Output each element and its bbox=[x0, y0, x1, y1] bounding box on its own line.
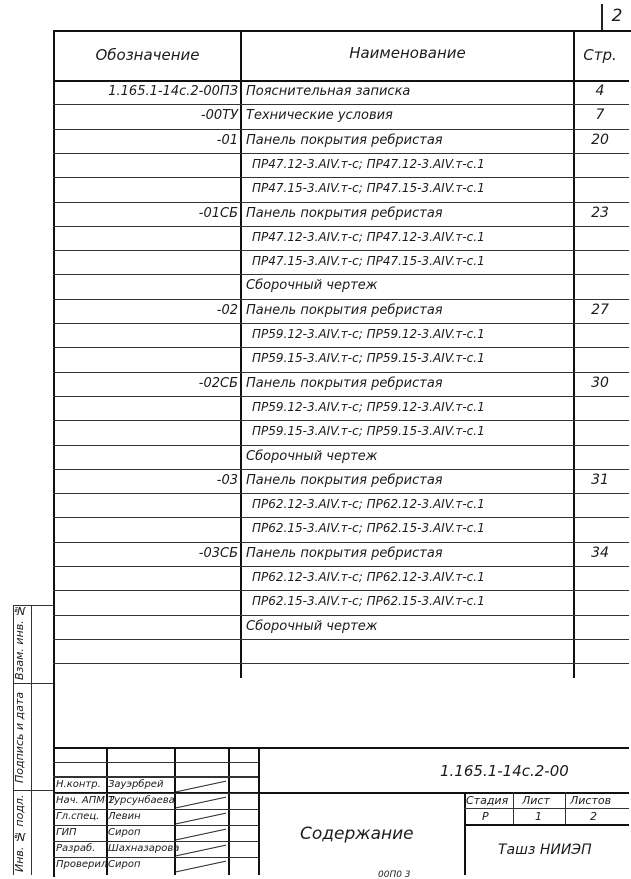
row-page: 27 bbox=[591, 301, 609, 318]
row-designation: -02СБ bbox=[198, 375, 238, 391]
titleblock-top bbox=[53, 747, 629, 749]
titleblock-empty-line bbox=[53, 762, 258, 763]
row-divider bbox=[53, 104, 629, 105]
row-divider bbox=[53, 323, 629, 324]
row-name: Сборочный чертеж bbox=[246, 278, 378, 294]
row-divider bbox=[53, 274, 629, 275]
titleblock-person: Зауэрбрей bbox=[108, 779, 164, 790]
stage-header: Стадия bbox=[466, 794, 509, 807]
side-label-inv: Инв. № подл. bbox=[13, 794, 26, 872]
titleblock-row-line bbox=[53, 809, 258, 810]
row-page: 30 bbox=[591, 374, 609, 391]
header-page: Стр. bbox=[583, 46, 617, 64]
row-designation: 1.165.1-14с.2-00ПЗ bbox=[108, 84, 238, 99]
row-designation: -03 bbox=[216, 472, 238, 488]
titleblock-row-line bbox=[53, 841, 258, 842]
side-strip-div-1 bbox=[13, 683, 53, 684]
row-divider bbox=[53, 663, 629, 664]
row-name: ПР62.12-3.AIV.т-с; ПР62.12-3.AIV.т-с.1 bbox=[252, 570, 485, 584]
row-divider bbox=[53, 177, 629, 178]
row-designation: -03СБ bbox=[198, 545, 238, 561]
sheets-header: Листов bbox=[570, 794, 612, 807]
col-divider-1 bbox=[240, 30, 242, 678]
row-divider bbox=[53, 372, 629, 373]
titleblock-empty-line bbox=[53, 776, 258, 777]
row-name: ПР62.12-3.AIV.т-с; ПР62.12-3.AIV.т-с.1 bbox=[252, 497, 485, 512]
row-divider bbox=[53, 615, 629, 616]
tb-col-c bbox=[228, 747, 230, 875]
titleblock-role: Гл.спец. bbox=[56, 811, 100, 822]
header-underline bbox=[53, 80, 629, 82]
sheet-value: 1 bbox=[535, 810, 542, 823]
row-divider bbox=[53, 129, 629, 130]
row-divider bbox=[53, 469, 629, 470]
row-divider bbox=[53, 202, 629, 203]
row-divider bbox=[53, 226, 629, 227]
drawing-code: 1.165.1-14с.2-00 bbox=[440, 762, 569, 780]
signature bbox=[176, 811, 226, 823]
row-name: Панель покрытия ребристая bbox=[246, 472, 443, 488]
row-name: ПР62.15-3.AIV.т-с; ПР62.15-3.AIV.т-с.1 bbox=[252, 594, 485, 609]
side-label-podp: Подпись и дата bbox=[13, 691, 26, 783]
row-divider bbox=[53, 420, 629, 421]
row-designation: -01 bbox=[216, 132, 238, 148]
row-designation: -00ТУ bbox=[200, 108, 238, 124]
titleblock-person: Сироп bbox=[108, 827, 141, 838]
row-name: ПР59.12-3.AIV.т-с; ПР59.12-3.AIV.т-с.1 bbox=[252, 399, 485, 414]
tb-stage-line bbox=[464, 808, 629, 809]
titleblock-row-line bbox=[53, 793, 258, 794]
row-divider bbox=[53, 517, 629, 518]
row-name: ПР59.15-3.AIV.т-с; ПР59.15-3.AIV.т-с.1 bbox=[252, 424, 485, 439]
row-divider bbox=[53, 493, 629, 494]
bottom-mark: 00П0 3 bbox=[378, 870, 411, 879]
row-divider bbox=[53, 639, 629, 640]
header-designation: Обозначение bbox=[95, 46, 200, 64]
row-page: 20 bbox=[591, 131, 609, 148]
row-name: ПР59.15-3.AIV.т-с; ПР59.15-3.AIV.т-с.1 bbox=[252, 351, 485, 366]
row-divider bbox=[53, 396, 629, 397]
side-strip-div-2 bbox=[13, 790, 53, 791]
row-designation: -01СБ bbox=[198, 205, 238, 221]
row-divider bbox=[53, 566, 629, 567]
row-name: Панель покрытия ребристая bbox=[246, 375, 443, 391]
row-name: ПР47.15-3.AIV.т-с; ПР47.15-3.AIV.т-с.1 bbox=[252, 254, 485, 269]
row-name: Сборочный чертеж bbox=[246, 618, 378, 634]
row-divider bbox=[53, 445, 629, 446]
row-name: Панель покрытия ребристая bbox=[246, 132, 443, 148]
titleblock-person: Левин bbox=[108, 811, 141, 822]
doc-title: Содержание bbox=[300, 824, 414, 844]
row-page: 4 bbox=[595, 83, 605, 99]
titleblock-person: Сироп bbox=[108, 859, 141, 870]
titleblock-row-line bbox=[53, 825, 258, 826]
row-name: Пояснительная записка bbox=[246, 84, 411, 99]
tb-stage-bottom bbox=[464, 824, 629, 826]
row-page: 34 bbox=[591, 544, 609, 561]
signature bbox=[176, 795, 226, 807]
titleblock-row-line bbox=[53, 857, 258, 858]
titleblock-row-line bbox=[53, 777, 258, 778]
row-page: 23 bbox=[591, 204, 609, 221]
row-name: Технические условия bbox=[246, 108, 393, 124]
organization: Ташз НИИЭП bbox=[498, 842, 592, 858]
sheets-value: 2 bbox=[590, 810, 597, 823]
row-divider bbox=[53, 542, 629, 543]
side-strip-line-2 bbox=[31, 605, 32, 875]
header-name: Наименование bbox=[349, 44, 466, 62]
row-divider bbox=[53, 250, 629, 251]
row-name: Сборочный чертеж bbox=[246, 448, 378, 464]
titleblock-person: Шахназарова bbox=[108, 843, 180, 854]
titleblock-role: Нач. АПМ-2 bbox=[56, 795, 115, 806]
sheet-number-box: 2 bbox=[601, 4, 631, 32]
titleblock-person: Турсунбаева bbox=[108, 795, 175, 806]
row-name: ПР47.12-3.AIV.т-с; ПР47.12-3.AIV.т-с.1 bbox=[252, 229, 485, 244]
titleblock-role: Разраб. bbox=[56, 843, 96, 854]
stage-value: Р bbox=[482, 810, 489, 823]
tb-col-d bbox=[258, 747, 260, 875]
row-name: Панель покрытия ребристая bbox=[246, 205, 443, 221]
row-name: Панель покрытия ребристая bbox=[246, 302, 443, 318]
signature bbox=[176, 859, 226, 871]
row-divider bbox=[53, 153, 629, 154]
titleblock-role: ГИП bbox=[56, 827, 77, 838]
row-name: ПР47.12-3.AIV.т-с; ПР47.12-3.AIV.т-с.1 bbox=[252, 156, 485, 171]
row-page: 31 bbox=[591, 471, 609, 488]
row-name: ПР47.15-3.AIV.т-с; ПР47.15-3.AIV.т-с.1 bbox=[252, 181, 485, 196]
row-designation: -02 bbox=[216, 302, 238, 318]
titleblock-role: Н.контр. bbox=[56, 779, 101, 790]
side-label-vzam: Взам. инв. № bbox=[13, 603, 26, 680]
row-name: Панель покрытия ребристая bbox=[246, 545, 443, 561]
row-divider bbox=[53, 299, 629, 300]
signature bbox=[176, 779, 226, 791]
signature bbox=[176, 843, 226, 855]
titleblock-role: Проверил bbox=[56, 859, 108, 870]
row-divider bbox=[53, 347, 629, 348]
signature bbox=[176, 827, 226, 839]
row-name: ПР59.12-3.AIV.т-с; ПР59.12-3.AIV.т-с.1 bbox=[252, 327, 485, 341]
row-name: ПР62.15-3.AIV.т-с; ПР62.15-3.AIV.т-с.1 bbox=[252, 521, 485, 536]
sheet-header: Лист bbox=[522, 794, 550, 807]
row-page: 7 bbox=[595, 107, 605, 124]
row-divider bbox=[53, 590, 629, 591]
